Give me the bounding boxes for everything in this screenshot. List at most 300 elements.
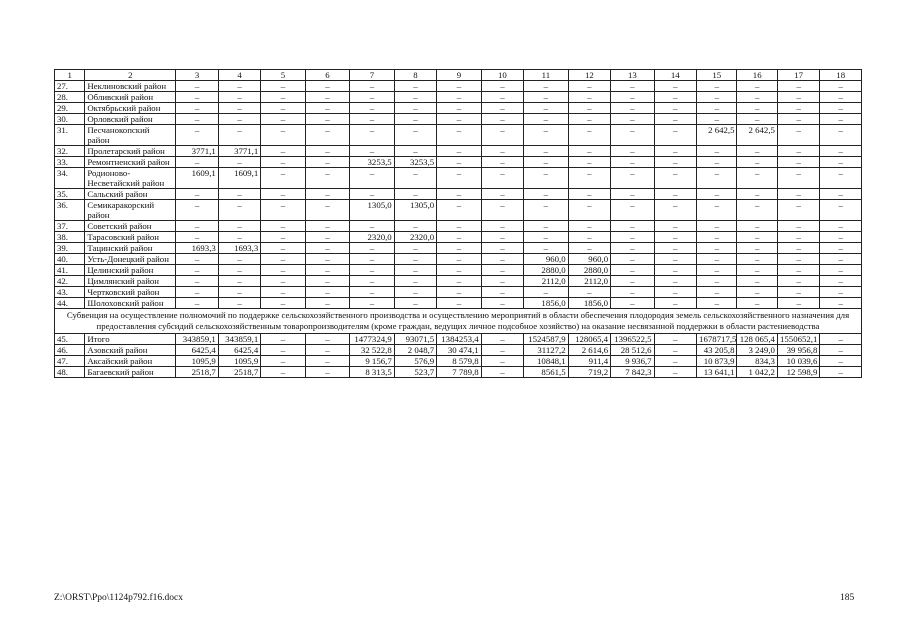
cell-value: – — [611, 232, 654, 243]
cell-value: – — [737, 232, 777, 243]
cell-value: – — [176, 189, 218, 200]
cell-value: – — [481, 125, 523, 146]
cell-value: – — [737, 189, 777, 200]
cell-value: – — [777, 298, 819, 309]
cell-value: – — [437, 287, 481, 298]
cell-value: 1095,9 — [176, 356, 218, 367]
cell-value: – — [350, 125, 394, 146]
cell-value: – — [737, 243, 777, 254]
cell-value: – — [737, 92, 777, 103]
cell-value: – — [218, 189, 260, 200]
cell-value: – — [218, 221, 260, 232]
cell-value: – — [697, 92, 737, 103]
column-number: 7 — [350, 70, 394, 81]
cell-value: – — [481, 276, 523, 287]
table-row — [55, 114, 862, 125]
cell-value: – — [261, 367, 305, 378]
cell-value: – — [261, 146, 305, 157]
cell-value: – — [305, 276, 349, 287]
cell-value: – — [176, 298, 218, 309]
cell-value: – — [654, 232, 696, 243]
cell-value: – — [654, 221, 696, 232]
district-name: Азовский район — [85, 345, 176, 356]
cell-value: – — [218, 232, 260, 243]
cell-value: – — [350, 81, 394, 92]
cell-value: – — [437, 200, 481, 221]
cell-value: – — [176, 200, 218, 221]
district-name: Тацинский район — [85, 243, 176, 254]
cell-value: 7 842,3 — [611, 367, 654, 378]
cell-value: 8561,5 — [524, 367, 568, 378]
cell-value: – — [437, 168, 481, 189]
cell-value: – — [654, 157, 696, 168]
cell-value: – — [697, 254, 737, 265]
cell-value: – — [777, 200, 819, 221]
table-row — [55, 189, 862, 200]
table-row — [55, 146, 862, 157]
cell-value: – — [568, 221, 610, 232]
cell-value: 3253,5 — [350, 157, 394, 168]
cell-value: – — [218, 287, 260, 298]
table-row — [55, 103, 862, 114]
cell-value: – — [820, 276, 862, 287]
cell-value: – — [524, 221, 568, 232]
cell-value: – — [305, 287, 349, 298]
cell-value: – — [218, 265, 260, 276]
cell-value: – — [305, 189, 349, 200]
cell-value: – — [350, 298, 394, 309]
cell-value: – — [654, 200, 696, 221]
cell-value: – — [481, 254, 523, 265]
column-number: 18 — [820, 70, 862, 81]
cell-value: – — [481, 243, 523, 254]
cell-value: – — [654, 367, 696, 378]
column-number: 15 — [697, 70, 737, 81]
cell-value: – — [697, 232, 737, 243]
cell-value: – — [611, 103, 654, 114]
row-number: 44. — [55, 298, 85, 309]
cell-value: – — [820, 168, 862, 189]
cell-value: 3771,1 — [176, 146, 218, 157]
cell-value: – — [654, 92, 696, 103]
cell-value: – — [654, 125, 696, 146]
row-number: 33. — [55, 157, 85, 168]
cell-value: 6425,4 — [218, 345, 260, 356]
cell-value: – — [777, 103, 819, 114]
cell-value: – — [611, 298, 654, 309]
column-number: 6 — [305, 70, 349, 81]
cell-value: – — [777, 243, 819, 254]
cell-value: – — [697, 168, 737, 189]
cell-value: – — [261, 345, 305, 356]
cell-value: – — [176, 114, 218, 125]
table-row — [55, 254, 862, 265]
cell-value: – — [481, 103, 523, 114]
table-row — [55, 232, 862, 243]
cell-value: 1305,0 — [350, 200, 394, 221]
cell-value: – — [437, 189, 481, 200]
column-number: 5 — [261, 70, 305, 81]
cell-value: – — [305, 298, 349, 309]
cell-value: – — [261, 200, 305, 221]
cell-value: – — [305, 146, 349, 157]
cell-value: – — [737, 298, 777, 309]
cell-value: – — [820, 254, 862, 265]
cell-value: – — [305, 367, 349, 378]
cell-value: 6425,4 — [176, 345, 218, 356]
cell-value: – — [820, 125, 862, 146]
subsidy-heading: Субвенция на осуществление полномочий по поддержке сельскохозяйственного производства и осуществлению мероприятий в области обеспечения плодородия земель сельскохозяйственного назначения для предоставления субсидий сельскохозяйственным товаропроизводителям (кроме граждан, ведущих личное подсобное хозяйство) на оказание несвязанной поддержки в области растениеводства — [55, 309, 862, 334]
cell-value: – — [305, 157, 349, 168]
cell-value: – — [305, 125, 349, 146]
column-number: 11 — [524, 70, 568, 81]
cell-value: 32 522,8 — [350, 345, 394, 356]
cell-value: – — [261, 125, 305, 146]
row-number: 29. — [55, 103, 85, 114]
cell-value: – — [737, 157, 777, 168]
cell-value: – — [777, 189, 819, 200]
cell-value: – — [481, 232, 523, 243]
cell-value: – — [654, 276, 696, 287]
cell-value: – — [654, 287, 696, 298]
header-row — [55, 70, 862, 81]
table-row — [55, 243, 862, 254]
table-row — [55, 157, 862, 168]
district-name: Пролетарский район — [85, 146, 176, 157]
cell-value: – — [654, 81, 696, 92]
cell-value: 2 048,7 — [394, 345, 436, 356]
cell-value: – — [176, 125, 218, 146]
cell-value: – — [820, 287, 862, 298]
cell-value: – — [737, 254, 777, 265]
cell-value: – — [654, 345, 696, 356]
cell-value: – — [305, 168, 349, 189]
cell-value: 30 474,1 — [437, 345, 481, 356]
cell-value: 2320,0 — [350, 232, 394, 243]
cell-value: – — [654, 146, 696, 157]
cell-value: – — [737, 168, 777, 189]
row-number: 28. — [55, 92, 85, 103]
cell-value: – — [437, 125, 481, 146]
cell-value: – — [437, 92, 481, 103]
cell-value: – — [437, 254, 481, 265]
cell-value: – — [481, 200, 523, 221]
cell-value: – — [261, 254, 305, 265]
cell-value: – — [654, 254, 696, 265]
cell-value: 3771,1 — [218, 146, 260, 157]
district-name: Сальский район — [85, 189, 176, 200]
cell-value: – — [394, 114, 436, 125]
cell-value: – — [697, 146, 737, 157]
cell-value: – — [697, 265, 737, 276]
cell-value: 128 065,4 — [737, 334, 777, 345]
cell-value: – — [568, 92, 610, 103]
cell-value: – — [481, 298, 523, 309]
cell-value: – — [350, 254, 394, 265]
cell-value: – — [611, 81, 654, 92]
table-row — [55, 345, 862, 356]
cell-value: – — [777, 232, 819, 243]
cell-value: – — [611, 125, 654, 146]
cell-value: 2320,0 — [394, 232, 436, 243]
cell-value: – — [611, 92, 654, 103]
cell-value: – — [737, 200, 777, 221]
cell-value: – — [524, 287, 568, 298]
cell-value: – — [305, 356, 349, 367]
subsidy-section — [55, 309, 862, 334]
cell-value: – — [777, 287, 819, 298]
cell-value: – — [777, 265, 819, 276]
cell-value: – — [394, 81, 436, 92]
district-name: Цимлянский район — [85, 276, 176, 287]
cell-value: – — [524, 157, 568, 168]
cell-value: – — [697, 114, 737, 125]
cell-value: – — [176, 157, 218, 168]
cell-value: – — [305, 334, 349, 345]
cell-value: – — [305, 81, 349, 92]
cell-value: 9 156,7 — [350, 356, 394, 367]
cell-value: – — [305, 200, 349, 221]
cell-value: – — [261, 265, 305, 276]
cell-value: – — [820, 265, 862, 276]
cell-value: – — [437, 221, 481, 232]
page-number: 185 — [840, 593, 855, 603]
column-number: 13 — [611, 70, 654, 81]
cell-value: – — [777, 276, 819, 287]
cell-value: – — [218, 254, 260, 265]
cell-value: – — [261, 298, 305, 309]
cell-value: – — [611, 254, 654, 265]
cell-value: – — [524, 103, 568, 114]
cell-value: – — [697, 81, 737, 92]
cell-value: – — [820, 334, 862, 345]
row-number: 47. — [55, 356, 85, 367]
cell-value: – — [394, 189, 436, 200]
cell-value: – — [697, 157, 737, 168]
cell-value: – — [261, 157, 305, 168]
cell-value: – — [820, 200, 862, 221]
row-number: 36. — [55, 200, 85, 221]
cell-value: – — [777, 114, 819, 125]
cell-value: – — [820, 221, 862, 232]
cell-value: – — [737, 114, 777, 125]
cell-value: 7 789,8 — [437, 367, 481, 378]
cell-value: 1609,1 — [176, 168, 218, 189]
row-number: 38. — [55, 232, 85, 243]
row-number: 27. — [55, 81, 85, 92]
table-row — [55, 334, 862, 345]
cell-value: – — [524, 146, 568, 157]
cell-value: 8 579,8 — [437, 356, 481, 367]
cell-value: – — [305, 92, 349, 103]
cell-value: – — [481, 345, 523, 356]
cell-value: – — [176, 81, 218, 92]
cell-value: 2 642,5 — [697, 125, 737, 146]
cell-value: – — [218, 125, 260, 146]
cell-value: – — [820, 232, 862, 243]
cell-value: 2 614,6 — [568, 345, 610, 356]
district-name: Орловский район — [85, 114, 176, 125]
cell-value: – — [524, 92, 568, 103]
cell-value: 28 512,6 — [611, 345, 654, 356]
cell-value: – — [176, 276, 218, 287]
table-row — [55, 92, 862, 103]
cell-value: 93071,5 — [394, 334, 436, 345]
document-path: Z:\ORST\Ppo\1124p792.f16.docx — [54, 593, 183, 603]
cell-value: – — [697, 189, 737, 200]
cell-value: – — [437, 276, 481, 287]
cell-value: – — [820, 81, 862, 92]
cell-value: – — [777, 168, 819, 189]
cell-value: – — [394, 254, 436, 265]
cell-value: – — [394, 125, 436, 146]
cell-value: – — [611, 189, 654, 200]
cell-value: 719,2 — [568, 367, 610, 378]
cell-value: – — [820, 189, 862, 200]
cell-value: – — [481, 265, 523, 276]
cell-value: – — [261, 356, 305, 367]
column-number: 3 — [176, 70, 218, 81]
cell-value: – — [568, 243, 610, 254]
column-number: 4 — [218, 70, 260, 81]
row-number: 46. — [55, 345, 85, 356]
table-row — [55, 287, 862, 298]
district-name: Багаевский район — [85, 367, 176, 378]
cell-value: – — [218, 81, 260, 92]
cell-value: – — [261, 189, 305, 200]
cell-value: – — [261, 334, 305, 345]
cell-value: – — [261, 81, 305, 92]
row-number: 32. — [55, 146, 85, 157]
cell-value: – — [737, 103, 777, 114]
district-name: Обливский район — [85, 92, 176, 103]
cell-value: – — [697, 243, 737, 254]
cell-value: – — [611, 243, 654, 254]
cell-value: – — [820, 103, 862, 114]
cell-value: – — [394, 287, 436, 298]
district-name: Октябрьский район — [85, 103, 176, 114]
cell-value: – — [737, 276, 777, 287]
cell-value: – — [697, 276, 737, 287]
cell-value: – — [481, 157, 523, 168]
cell-value: – — [611, 221, 654, 232]
cell-value: 1524587,9 — [524, 334, 568, 345]
cell-value: – — [611, 168, 654, 189]
cell-value: – — [568, 114, 610, 125]
row-number: 34. — [55, 168, 85, 189]
cell-value: – — [176, 221, 218, 232]
cell-value: – — [481, 168, 523, 189]
cell-value: – — [737, 287, 777, 298]
cell-value: – — [350, 189, 394, 200]
column-number: 8 — [394, 70, 436, 81]
cell-value: – — [394, 221, 436, 232]
district-name: Шолоховский район — [85, 298, 176, 309]
cell-value: 1550652,1 — [777, 334, 819, 345]
cell-value: 10 873,9 — [697, 356, 737, 367]
table-row — [55, 265, 862, 276]
district-name: Неклиновский район — [85, 81, 176, 92]
cell-value: – — [218, 103, 260, 114]
cell-value: 960,0 — [524, 254, 568, 265]
cell-value: 523,7 — [394, 367, 436, 378]
district-name: Усть-Донецкий район — [85, 254, 176, 265]
cell-value: – — [481, 146, 523, 157]
table-row — [55, 81, 862, 92]
cell-value: – — [176, 103, 218, 114]
cell-value: – — [481, 287, 523, 298]
cell-value: – — [261, 243, 305, 254]
cell-value: – — [218, 157, 260, 168]
cell-value: – — [394, 243, 436, 254]
cell-value: – — [218, 298, 260, 309]
row-number: 48. — [55, 367, 85, 378]
cell-value: 13 641,1 — [697, 367, 737, 378]
row-number: 39. — [55, 243, 85, 254]
cell-value: – — [568, 81, 610, 92]
cell-value: 1609,1 — [218, 168, 260, 189]
cell-value: – — [697, 103, 737, 114]
cell-value: – — [176, 254, 218, 265]
cell-value: – — [176, 232, 218, 243]
cell-value: – — [777, 254, 819, 265]
cell-value: 128065,4 — [568, 334, 610, 345]
cell-value: – — [218, 200, 260, 221]
cell-value: – — [481, 114, 523, 125]
cell-value: – — [481, 367, 523, 378]
cell-value: – — [568, 125, 610, 146]
cell-value: 2518,7 — [218, 367, 260, 378]
row-number: 45. — [55, 334, 85, 345]
cell-value: 3 249,0 — [737, 345, 777, 356]
district-name: Чертковский район — [85, 287, 176, 298]
district-name: Песчанокопский район — [85, 125, 176, 146]
cell-value: – — [654, 189, 696, 200]
cell-value: – — [218, 114, 260, 125]
cell-value: 1678717,5 — [697, 334, 737, 345]
row-number: 37. — [55, 221, 85, 232]
cell-value: 2518,7 — [176, 367, 218, 378]
cell-value: 1856,0 — [568, 298, 610, 309]
cell-value: – — [820, 367, 862, 378]
cell-value: 1856,0 — [524, 298, 568, 309]
cell-value: – — [820, 243, 862, 254]
cell-value: 1095,9 — [218, 356, 260, 367]
cell-value: – — [305, 243, 349, 254]
cell-value: – — [437, 243, 481, 254]
cell-value: – — [654, 334, 696, 345]
district-name: Целинский район — [85, 265, 176, 276]
row-number: 30. — [55, 114, 85, 125]
cell-value: – — [737, 265, 777, 276]
column-number: 9 — [437, 70, 481, 81]
cell-value: – — [524, 189, 568, 200]
cell-value: – — [611, 287, 654, 298]
cell-value: 8 313,5 — [350, 367, 394, 378]
cell-value: – — [261, 103, 305, 114]
table-row — [55, 276, 862, 287]
cell-value: 2112,0 — [524, 276, 568, 287]
district-name: Тарасовский район — [85, 232, 176, 243]
cell-value: – — [737, 81, 777, 92]
cell-value: – — [261, 232, 305, 243]
cell-value: – — [350, 103, 394, 114]
cell-value: – — [218, 92, 260, 103]
district-name: Советский район — [85, 221, 176, 232]
cell-value: 39 956,8 — [777, 345, 819, 356]
cell-value: – — [568, 157, 610, 168]
cell-value: – — [176, 265, 218, 276]
